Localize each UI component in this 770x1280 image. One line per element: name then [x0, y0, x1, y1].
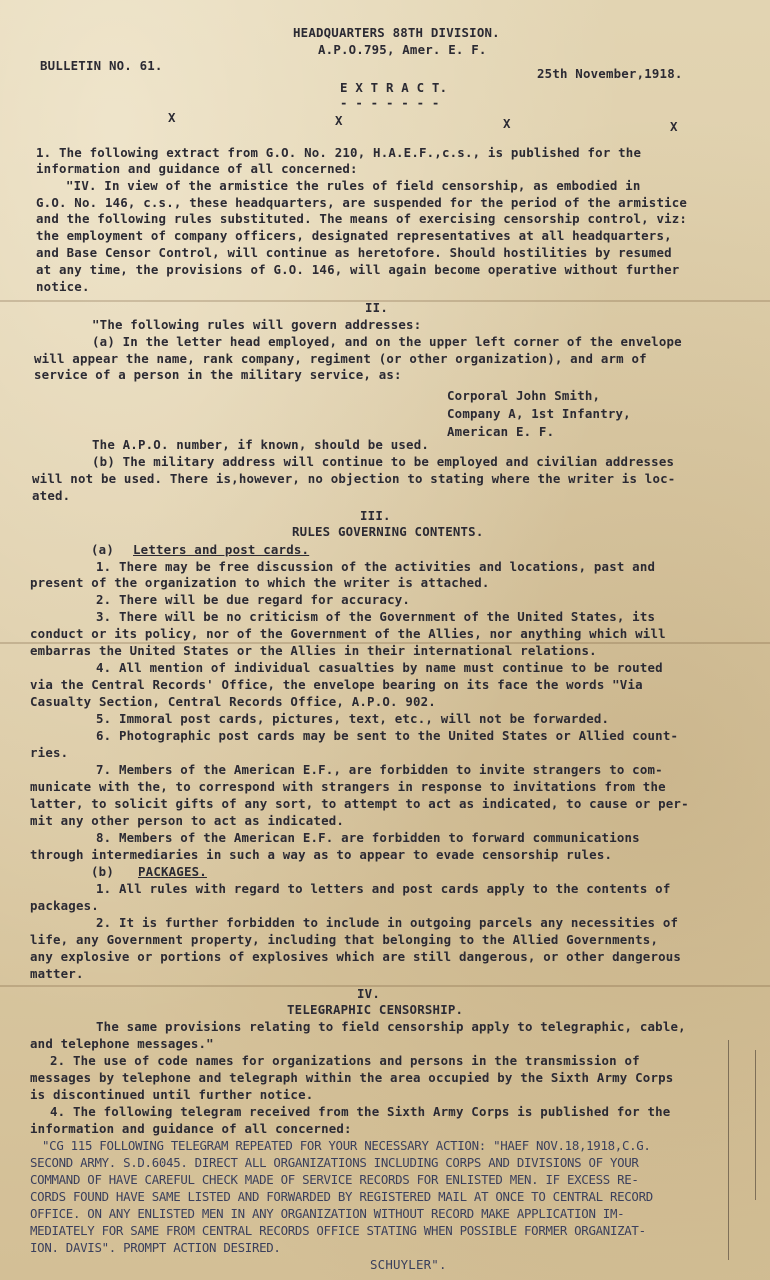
text-line: and telephone messages." [30, 1036, 214, 1051]
margin-mark [755, 1050, 756, 1200]
section-heading: III. [360, 508, 391, 523]
telegram-line: MEDIATELY FOR SAME FROM CENTRAL RECORDS OFFICE STATING WHEN POSSIBLE FORMER ORGANIZAT- [30, 1223, 646, 1238]
x-mark: X [168, 110, 176, 125]
section-subheading: TELEGRAPHIC CENSORSHIP. [287, 1002, 464, 1017]
text-line: 1. There may be free discussion of the activities and locations, past and [96, 559, 656, 574]
text-line: latter, to solicit gifts of any sort, to attempt to act as indicated, to cause or per- [30, 796, 689, 811]
text-line: notice. [36, 279, 90, 294]
text-line: through intermediaries in such a way as to appear to evade censorship rules. [30, 847, 613, 862]
text-line: "The following rules will govern addresses: [92, 317, 422, 332]
text-line: (a) In the letter head employed, and on the upper left corner of the envelope [92, 334, 682, 349]
text-line: 2. There will be due regard for accuracy. [96, 592, 411, 607]
subsection-label: (a) [91, 542, 114, 557]
text-line: 4. The following telegram received from the Sixth Army Corps is published for the [50, 1104, 671, 1119]
text-line: ated. [32, 488, 71, 503]
text-line: "IV. In view of the armistice the rules of field censorship, as embodied in [66, 178, 641, 193]
text-line: information and guidance of all concerned: [36, 161, 358, 176]
subsection-title: Letters and post cards. [133, 542, 310, 557]
text-line: Casualty Section, Central Records Office, A.P.O. 902. [30, 694, 436, 709]
telegram-line: "CG 115 FOLLOWING TELEGRAM REPEATED FOR YOUR NECESSARY ACTION: "HAEF NOV.18,1918,C.G. [42, 1138, 651, 1153]
text-line: the employment of company officers, designated representatives at all headquarters, [36, 228, 672, 243]
text-line: is discontinued until further notice. [30, 1087, 314, 1102]
text-line: via the Central Records' Office, the envelope bearing on its face the words "Via [30, 677, 643, 692]
text-line: information and guidance of all concerned: [30, 1121, 352, 1136]
telegram-line: ION. DAVIS". PROMPT ACTION DESIRED. [30, 1240, 281, 1255]
text-line: at any time, the provisions of G.O. 146, will again become operative without further [36, 262, 680, 277]
text-line: present of the organization to which the writer is attached. [30, 575, 490, 590]
text-line: service of a person in the military service, as: [34, 367, 402, 382]
text-line: 4. All mention of individual casualties by name must continue to be routed [96, 660, 663, 675]
text-line: mit any other person to act as indicated. [30, 813, 345, 828]
hq-title: HEADQUARTERS 88TH DIVISION. [293, 25, 500, 40]
telegram-line: CORDS FOUND HAVE SAME LISTED AND FORWARDED BY REGISTERED MAIL AT ONCE TO CENTRAL RECORD [30, 1189, 653, 1204]
text-line: will appear the name, rank company, regiment (or other organization), and arm of [34, 351, 647, 366]
bulletin-number: BULLETIN NO. 61. [40, 58, 163, 73]
telegram-line: SECOND ARMY. S.D.6045. DIRECT ALL ORGANIZATIONS INCLUDING CORPS AND DIVISIONS OF YOUR [30, 1155, 639, 1170]
text-line: and Base Censor Control, will continue as heretofore. Should hostilities by resumed [36, 245, 672, 260]
text-line: G.O. No. 146, c.s., these headquarters, are suspended for the period of the armistice [36, 195, 688, 210]
section-heading: IV. [357, 986, 380, 1001]
fold-crease [0, 985, 770, 987]
text-line: 2. It is further forbidden to include in outgoing parcels any necessities of [96, 915, 679, 930]
section-subheading: RULES GOVERNING CONTENTS. [292, 524, 484, 539]
text-line: 3. There will be no criticism of the Government of the United States, its [96, 609, 656, 624]
text-line: packages. [30, 898, 99, 913]
signature: SCHUYLER". [370, 1257, 447, 1272]
text-line: 6. Photographic post cards may be sent to the United States or Allied count- [96, 728, 679, 743]
extract-title: E X T R A C T. [340, 80, 448, 95]
margin-mark [728, 1040, 729, 1260]
subsection-label: (b) [91, 864, 114, 879]
text-line: conduct or its policy, nor of the Government of the Allies, nor anything which will [30, 626, 666, 641]
text-line: municate with the, to correspond with strangers in response to invitations from the [30, 779, 666, 794]
text-line: 8. Members of the American E.F. are forbidden to forward communications [96, 830, 640, 845]
bulletin-date: 25th November,1918. [537, 66, 683, 81]
text-line: The same provisions relating to field censorship apply to telegraphic, cable, [96, 1019, 686, 1034]
telegram-line: COMMAND OF HAVE CAREFUL CHECK MADE OF SERVICE RECORDS FOR ENLISTED MEN. IF EXCESS RE- [30, 1172, 639, 1187]
text-line: life, any Government property, including that belonging to the Allied Governments, [30, 932, 659, 947]
section-heading: II. [365, 300, 388, 315]
text-line: embarras the United States or the Allies in their international relations. [30, 643, 597, 658]
text-line: The A.P.O. number, if known, should be used. [92, 437, 430, 452]
text-line: any explosive or portions of explosives which are still dangerous, or other dangerous [30, 949, 682, 964]
subsection-title: PACKAGES. [138, 864, 207, 879]
address-line: Corporal John Smith, [447, 388, 601, 403]
text-line: 2. The use of code names for organizations and persons in the transmission of [50, 1053, 640, 1068]
x-mark: X [503, 116, 511, 131]
x-mark: X [670, 119, 678, 134]
text-line: ries. [30, 745, 69, 760]
text-line: matter. [30, 966, 84, 981]
text-line: 1. All rules with regard to letters and post cards apply to the contents of [96, 881, 671, 896]
address-line: American E. F. [447, 424, 555, 439]
title-dashes: - - - - - - - [340, 95, 440, 110]
text-line: will not be used. There is,however, no objection to stating where the writer is loc- [32, 471, 676, 486]
text-line: (b) The military address will continue to be employed and civilian addresses [92, 454, 675, 469]
address-line: Company A, 1st Infantry, [447, 406, 631, 421]
text-line: and the following rules substituted. The means of exercising censorship control, viz: [36, 211, 688, 226]
text-line: 5. Immoral post cards, pictures, text, etc., will not be forwarded. [96, 711, 610, 726]
apo-line: A.P.O.795, Amer. E. F. [318, 42, 487, 57]
text-line: messages by telephone and telegraph within the area occupied by the Sixth Army Corps [30, 1070, 674, 1085]
text-line: 7. Members of the American E.F., are forbidden to invite strangers to com- [96, 762, 663, 777]
text-line: 1. The following extract from G.O. No. 210, H.A.E.F.,c.s., is published for the [36, 145, 642, 160]
telegram-line: OFFICE. ON ANY ENLISTED MEN IN ANY ORGANIZATION WITHOUT RECORD MAKE APPLICATION IM- [30, 1206, 625, 1221]
x-mark: X [335, 113, 343, 128]
